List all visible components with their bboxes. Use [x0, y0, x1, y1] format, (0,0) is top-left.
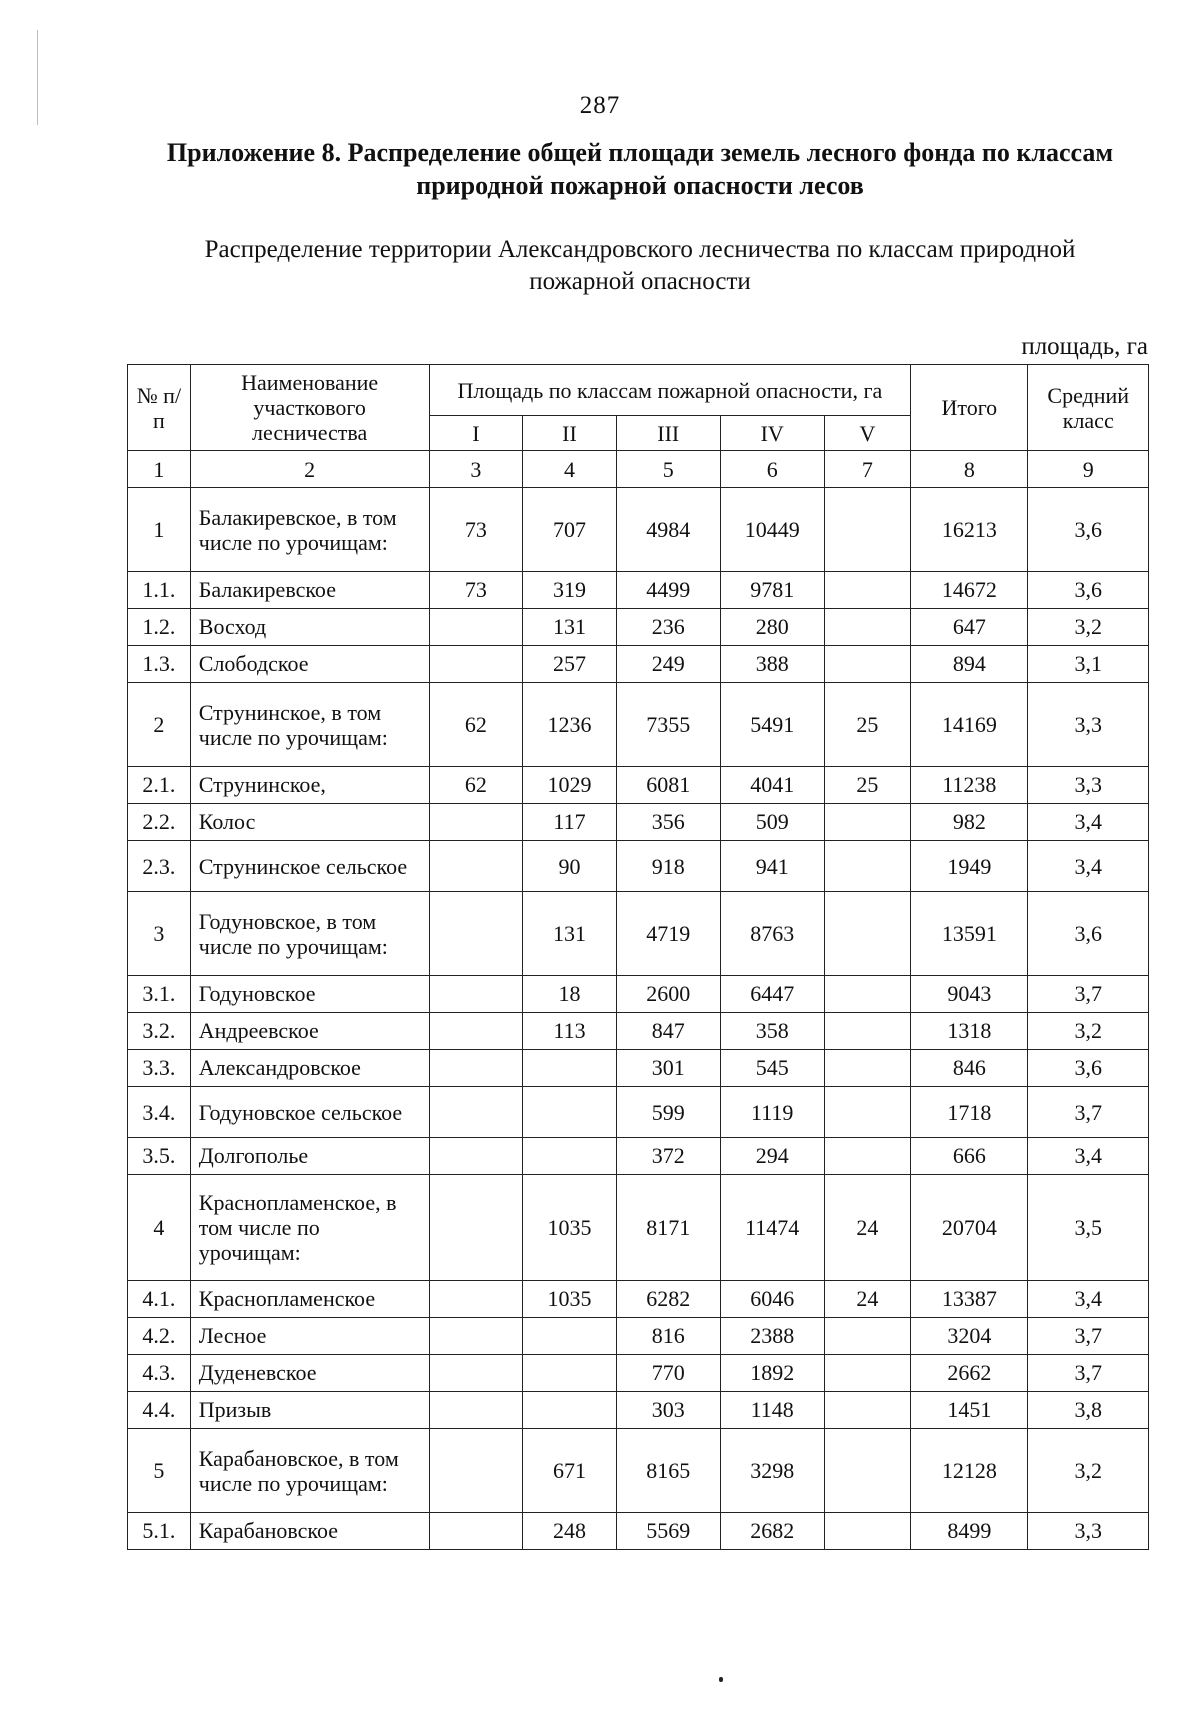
- cell-name: Дуденевское: [190, 1355, 429, 1392]
- cell-total: 3204: [911, 1318, 1028, 1355]
- cell-avg: 3,3: [1028, 1513, 1149, 1550]
- table-row: [128, 609, 1149, 646]
- cell-name: Краснопламенское, в том числе по урочищам:: [190, 1175, 429, 1281]
- cell-c5: [824, 488, 910, 572]
- cell-c4: 941: [720, 841, 824, 892]
- cell-total: 1949: [911, 841, 1028, 892]
- cell-c1: [429, 1087, 523, 1138]
- cell-name: Балакиревское: [190, 572, 429, 609]
- cell-c5: [824, 892, 910, 976]
- header-name: Наименование участкового лесничества: [190, 365, 429, 451]
- header-area-group: Площадь по классам пожарной опасности, га: [429, 365, 911, 416]
- cell-c4: 6447: [720, 976, 824, 1013]
- header-class-2: II: [523, 416, 617, 451]
- cell-c3: 4984: [616, 488, 720, 572]
- cell-c3: 599: [616, 1087, 720, 1138]
- cell-num: 1.3.: [128, 646, 191, 683]
- cell-total: 16213: [911, 488, 1028, 572]
- cell-total: 13591: [911, 892, 1028, 976]
- col-number-8: 8: [911, 451, 1028, 488]
- cell-c2: [523, 1087, 617, 1138]
- cell-name: Карабановское: [190, 1513, 429, 1550]
- cell-name: Восход: [190, 609, 429, 646]
- cell-c5: [824, 1513, 910, 1550]
- cell-total: 13387: [911, 1281, 1028, 1318]
- cell-c1: 73: [429, 572, 523, 609]
- cell-c1: [429, 892, 523, 976]
- table-row: [128, 1013, 1149, 1050]
- cell-total: 647: [911, 609, 1028, 646]
- cell-avg: 3,7: [1028, 1318, 1149, 1355]
- cell-c4: 2388: [720, 1318, 824, 1355]
- cell-c4: 280: [720, 609, 824, 646]
- cell-num: 2: [128, 683, 191, 767]
- cell-total: 14672: [911, 572, 1028, 609]
- cell-c3: 303: [616, 1392, 720, 1429]
- cell-c2: [523, 1050, 617, 1087]
- cell-c1: [429, 1281, 523, 1318]
- cell-c2: 257: [523, 646, 617, 683]
- cell-c3: 2600: [616, 976, 720, 1013]
- cell-num: 4: [128, 1175, 191, 1281]
- cell-total: 11238: [911, 767, 1028, 804]
- cell-c2: 1035: [523, 1281, 617, 1318]
- cell-name: Лесное: [190, 1318, 429, 1355]
- cell-c4: 6046: [720, 1281, 824, 1318]
- group-row: [128, 892, 1149, 976]
- cell-avg: 3,4: [1028, 1138, 1149, 1175]
- cell-c5: [824, 1355, 910, 1392]
- cell-c2: 707: [523, 488, 617, 572]
- cell-name: Колос: [190, 804, 429, 841]
- table-body: [128, 488, 1149, 1550]
- table-row: [128, 976, 1149, 1013]
- cell-c2: 248: [523, 1513, 617, 1550]
- header-avg-class: Средний класс: [1028, 365, 1149, 451]
- cell-c4: 1119: [720, 1087, 824, 1138]
- cell-num: 1.2.: [128, 609, 191, 646]
- cell-name: Балакиревское, в том числе по урочищам:: [190, 488, 429, 572]
- table-row: [128, 1318, 1149, 1355]
- cell-c1: [429, 976, 523, 1013]
- cell-c5: 24: [824, 1281, 910, 1318]
- cell-c2: [523, 1138, 617, 1175]
- cell-num: 5: [128, 1429, 191, 1513]
- cell-c2: 131: [523, 609, 617, 646]
- cell-c1: [429, 1013, 523, 1050]
- col-number-9: 9: [1028, 451, 1149, 488]
- cell-total: 894: [911, 646, 1028, 683]
- cell-avg: 3,2: [1028, 1429, 1149, 1513]
- cell-total: 1718: [911, 1087, 1028, 1138]
- cell-c4: 388: [720, 646, 824, 683]
- cell-c5: 25: [824, 767, 910, 804]
- cell-avg: 3,3: [1028, 767, 1149, 804]
- cell-name: Струнинское, в том числе по урочищам:: [190, 683, 429, 767]
- cell-avg: 3,7: [1028, 976, 1149, 1013]
- cell-c5: [824, 572, 910, 609]
- cell-avg: 3,6: [1028, 488, 1149, 572]
- cell-avg: 3,7: [1028, 1355, 1149, 1392]
- cell-num: 3: [128, 892, 191, 976]
- page-number: 287: [579, 92, 621, 119]
- cell-name: Призыв: [190, 1392, 429, 1429]
- cell-name: Краснопламенское: [190, 1281, 429, 1318]
- cell-c2: 113: [523, 1013, 617, 1050]
- cell-c4: 294: [720, 1138, 824, 1175]
- group-row: [128, 488, 1149, 572]
- cell-c5: [824, 976, 910, 1013]
- cell-c3: 356: [616, 804, 720, 841]
- cell-c1: [429, 609, 523, 646]
- cell-c1: 73: [429, 488, 523, 572]
- group-row: [128, 683, 1149, 767]
- table-row: [128, 1281, 1149, 1318]
- col-number-6: 6: [720, 451, 824, 488]
- cell-total: 846: [911, 1050, 1028, 1087]
- cell-name: Александровское: [190, 1050, 429, 1087]
- cell-c1: [429, 1513, 523, 1550]
- cell-c4: 509: [720, 804, 824, 841]
- cell-total: 666: [911, 1138, 1028, 1175]
- cell-avg: 3,6: [1028, 892, 1149, 976]
- cell-c3: 816: [616, 1318, 720, 1355]
- cell-name: Долгополье: [190, 1138, 429, 1175]
- cell-num: 2.2.: [128, 804, 191, 841]
- cell-c4: 10449: [720, 488, 824, 572]
- cell-c5: [824, 841, 910, 892]
- cell-c4: 3298: [720, 1429, 824, 1513]
- cell-c3: 372: [616, 1138, 720, 1175]
- cell-c5: [824, 1050, 910, 1087]
- cell-c1: [429, 1392, 523, 1429]
- cell-avg: 3,4: [1028, 1281, 1149, 1318]
- col-number-1: 1: [128, 451, 191, 488]
- cell-c4: 4041: [720, 767, 824, 804]
- cell-num: 3.3.: [128, 1050, 191, 1087]
- cell-c3: 5569: [616, 1513, 720, 1550]
- cell-num: 4.1.: [128, 1281, 191, 1318]
- cell-num: 1: [128, 488, 191, 572]
- cell-c4: 2682: [720, 1513, 824, 1550]
- cell-c4: 545: [720, 1050, 824, 1087]
- cell-num: 3.2.: [128, 1013, 191, 1050]
- cell-name: Карабановское, в том числе по урочищам:: [190, 1429, 429, 1513]
- cell-avg: 3,1: [1028, 646, 1149, 683]
- cell-c1: [429, 1318, 523, 1355]
- fire-danger-table: [127, 364, 1149, 1550]
- cell-total: 8499: [911, 1513, 1028, 1550]
- cell-num: 5.1.: [128, 1513, 191, 1550]
- cell-name: Годуновское сельское: [190, 1087, 429, 1138]
- header-class-5: V: [824, 416, 910, 451]
- cell-num: 1.1.: [128, 572, 191, 609]
- table-row: [128, 1513, 1149, 1550]
- cell-avg: 3,8: [1028, 1392, 1149, 1429]
- cell-total: 9043: [911, 976, 1028, 1013]
- cell-c3: 6081: [616, 767, 720, 804]
- cell-name: Годуновское: [190, 976, 429, 1013]
- cell-c5: 24: [824, 1175, 910, 1281]
- cell-c2: [523, 1318, 617, 1355]
- cell-c3: 847: [616, 1013, 720, 1050]
- table-row: [128, 1392, 1149, 1429]
- col-number-7: 7: [824, 451, 910, 488]
- col-number-3: 3: [429, 451, 523, 488]
- col-number-2: 2: [190, 451, 429, 488]
- header-class-1: I: [429, 416, 523, 451]
- cell-c2: 90: [523, 841, 617, 892]
- cell-c1: [429, 1175, 523, 1281]
- table-row: [128, 1138, 1149, 1175]
- table-row: [128, 841, 1149, 892]
- scan-speck: [719, 1677, 723, 1682]
- cell-c4: 9781: [720, 572, 824, 609]
- cell-c2: 1035: [523, 1175, 617, 1281]
- cell-c1: [429, 1355, 523, 1392]
- cell-c3: 8165: [616, 1429, 720, 1513]
- cell-c2: 1029: [523, 767, 617, 804]
- cell-avg: 3,5: [1028, 1175, 1149, 1281]
- unit-label: площадь, га: [1021, 333, 1148, 360]
- cell-c4: 1892: [720, 1355, 824, 1392]
- cell-num: 3.4.: [128, 1087, 191, 1138]
- cell-name: Андреевское: [190, 1013, 429, 1050]
- table-row: [128, 1087, 1149, 1138]
- table-row: [128, 767, 1149, 804]
- cell-c2: [523, 1392, 617, 1429]
- cell-avg: 3,6: [1028, 1050, 1149, 1087]
- cell-c1: 62: [429, 767, 523, 804]
- cell-total: 1451: [911, 1392, 1028, 1429]
- cell-c1: [429, 1138, 523, 1175]
- cell-c4: 8763: [720, 892, 824, 976]
- cell-c3: 4499: [616, 572, 720, 609]
- cell-name: Слободское: [190, 646, 429, 683]
- header-class-3: III: [616, 416, 720, 451]
- header-num: № п/п: [128, 365, 191, 451]
- cell-c2: 319: [523, 572, 617, 609]
- table-row: [128, 646, 1149, 683]
- cell-c3: 770: [616, 1355, 720, 1392]
- cell-c5: [824, 1392, 910, 1429]
- col-number-4: 4: [523, 451, 617, 488]
- cell-total: 12128: [911, 1429, 1028, 1513]
- cell-c5: [824, 1087, 910, 1138]
- cell-c3: 4719: [616, 892, 720, 976]
- table-subtitle: Распределение территории Александровского лесничества по классам природной пожарной опасности: [204, 236, 1076, 295]
- cell-name: Струнинское сельское: [190, 841, 429, 892]
- header-class-4: IV: [720, 416, 824, 451]
- table-row: [128, 804, 1149, 841]
- cell-c1: [429, 804, 523, 841]
- cell-c1: 62: [429, 683, 523, 767]
- cell-avg: 3,7: [1028, 1087, 1149, 1138]
- cell-c2: 1236: [523, 683, 617, 767]
- cell-num: 2.3.: [128, 841, 191, 892]
- cell-c3: 918: [616, 841, 720, 892]
- cell-c5: [824, 646, 910, 683]
- cell-c4: 358: [720, 1013, 824, 1050]
- cell-c3: 8171: [616, 1175, 720, 1281]
- cell-c3: 7355: [616, 683, 720, 767]
- header-total: Итого: [911, 365, 1028, 451]
- cell-c5: [824, 1013, 910, 1050]
- col-number-5: 5: [616, 451, 720, 488]
- cell-num: 4.2.: [128, 1318, 191, 1355]
- cell-c2: 117: [523, 804, 617, 841]
- group-row: [128, 1429, 1149, 1513]
- cell-total: 14169: [911, 683, 1028, 767]
- cell-c3: 301: [616, 1050, 720, 1087]
- cell-c3: 249: [616, 646, 720, 683]
- cell-c5: [824, 804, 910, 841]
- group-row: [128, 1175, 1149, 1281]
- cell-c3: 6282: [616, 1281, 720, 1318]
- cell-name: Годуновское, в том числе по урочищам:: [190, 892, 429, 976]
- cell-c1: [429, 841, 523, 892]
- cell-num: 3.1.: [128, 976, 191, 1013]
- cell-num: 2.1.: [128, 767, 191, 804]
- cell-c2: 131: [523, 892, 617, 976]
- cell-avg: 3,3: [1028, 683, 1149, 767]
- cell-avg: 3,4: [1028, 841, 1149, 892]
- cell-avg: 3,4: [1028, 804, 1149, 841]
- cell-c5: 25: [824, 683, 910, 767]
- cell-name: Струнинское,: [190, 767, 429, 804]
- cell-c5: [824, 1429, 910, 1513]
- cell-c3: 236: [616, 609, 720, 646]
- cell-avg: 3,2: [1028, 1013, 1149, 1050]
- table-row: [128, 572, 1149, 609]
- cell-c1: [429, 646, 523, 683]
- cell-c5: [824, 609, 910, 646]
- cell-avg: 3,6: [1028, 572, 1149, 609]
- cell-c4: 1148: [720, 1392, 824, 1429]
- cell-num: 4.4.: [128, 1392, 191, 1429]
- cell-c2: [523, 1355, 617, 1392]
- cell-c1: [429, 1050, 523, 1087]
- cell-c5: [824, 1318, 910, 1355]
- table-row: [128, 1050, 1149, 1087]
- cell-total: 20704: [911, 1175, 1028, 1281]
- cell-avg: 3,2: [1028, 609, 1149, 646]
- cell-c4: 5491: [720, 683, 824, 767]
- cell-c4: 11474: [720, 1175, 824, 1281]
- cell-total: 982: [911, 804, 1028, 841]
- cell-c5: [824, 1138, 910, 1175]
- cell-c1: [429, 1429, 523, 1513]
- cell-total: 1318: [911, 1013, 1028, 1050]
- table-row: [128, 1355, 1149, 1392]
- cell-c2: 18: [523, 976, 617, 1013]
- cell-total: 2662: [911, 1355, 1028, 1392]
- cell-num: 3.5.: [128, 1138, 191, 1175]
- cell-num: 4.3.: [128, 1355, 191, 1392]
- cell-c2: 671: [523, 1429, 617, 1513]
- appendix-title: Приложение 8. Распределение общей площади земель лесного фонда по классам природной пожарной опасности лесов: [166, 138, 1114, 200]
